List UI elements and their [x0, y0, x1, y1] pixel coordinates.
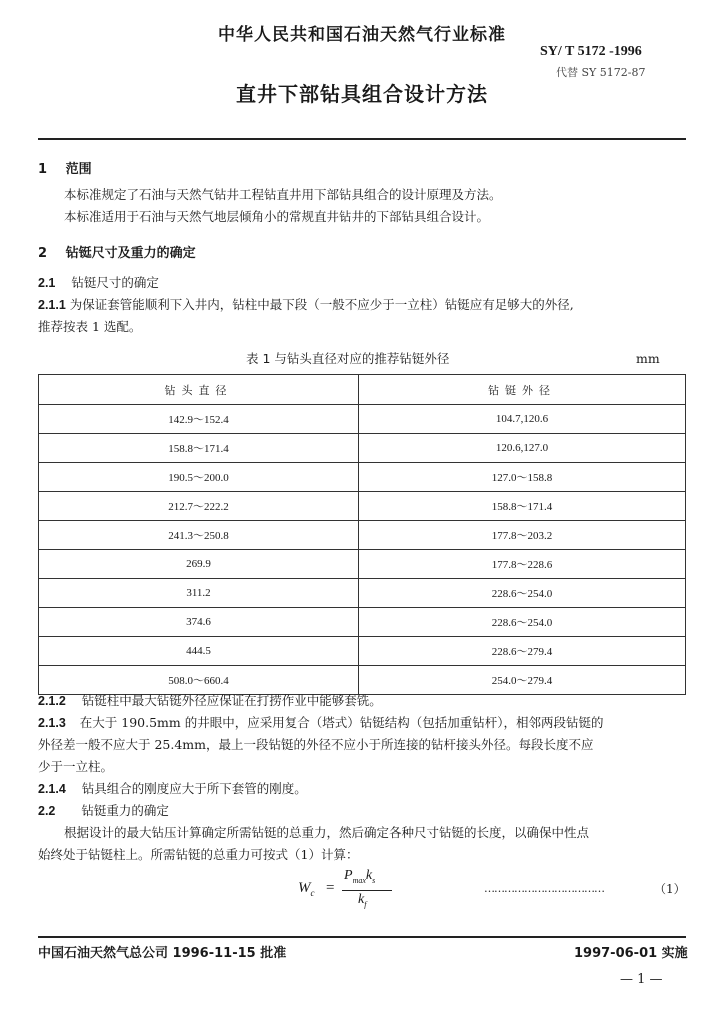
- table-row: [39, 492, 686, 521]
- section-2-1-1-line-1: [38, 294, 574, 316]
- table-row: [39, 434, 686, 463]
- cell-bit: 508.0～660.4: [39, 666, 359, 695]
- cell-bit: 190.5～200.0: [39, 463, 359, 492]
- section-2-1-number: 2.1: [38, 276, 56, 290]
- standard-org-heading: 中华人民共和国石油天然气行业标准: [218, 25, 506, 45]
- section-2-1-3-text: 在大于 190.5mm 的井眼中，应采用复合（塔式）钻铤结构（包括加重钻杆），相邻两段钻铤的: [79, 715, 604, 730]
- cell-collar: 177.8～203.2: [359, 521, 686, 550]
- section-1-para-1: 本标准规定了石油与天然气钻井工程钻直井用下部钻具组合的设计原理及方法。: [64, 187, 502, 202]
- formula-numerator: [344, 868, 375, 885]
- formula-denominator: [358, 892, 366, 909]
- section-1-heading: [38, 158, 92, 177]
- col-header-collar-od: 钻铤外径: [359, 375, 686, 405]
- section-1-para-2: 本标准适用于石油与天然气地层倾角小的常规直井钻井的下部钻具组合设计。: [64, 209, 490, 224]
- formula-den-k: k: [358, 892, 365, 907]
- section-2-1-3-line-3: 少于一立柱。: [38, 759, 114, 774]
- formula-lhs-sub: c: [310, 888, 315, 898]
- section-1-title: 范围: [65, 162, 92, 177]
- cell-collar: 104.7,120.6: [359, 405, 686, 434]
- document-title: 直井下部钻具组合设计方法: [236, 82, 488, 106]
- table-1-unit: mm: [636, 351, 660, 366]
- col-header-bit-diameter: 钻头直径: [39, 375, 359, 405]
- approval-line: 中国石油天然气总公司 1996-11-15 批准: [38, 946, 287, 961]
- cell-collar: 177.8～228.6: [359, 550, 686, 579]
- cell-bit: 311.2: [39, 579, 359, 608]
- section-2-1-4-text: 钻具组合的刚度应大于所下套管的刚度。: [81, 781, 307, 796]
- table-1-caption: 表 1 与钻头直径对应的推荐钻铤外径: [246, 351, 450, 366]
- section-2-1-3-line-1: [38, 712, 604, 734]
- formula-lhs: [298, 880, 315, 898]
- cell-bit: 444.5: [39, 637, 359, 666]
- section-2-2-line-1: 根据设计的最大钻压计算确定所需钻铤的总重力，然后确定各种尺寸钻铤的长度，以确保中性点: [64, 825, 590, 840]
- table-row: [39, 463, 686, 492]
- cell-bit: 374.6: [39, 608, 359, 637]
- cell-bit: 269.9: [39, 550, 359, 579]
- formula-number: （1）: [654, 882, 686, 896]
- section-2-2-heading: [38, 800, 169, 822]
- formula-fraction-bar: [342, 890, 392, 891]
- page-number: — 1 —: [620, 972, 663, 987]
- formula-k: k: [365, 868, 373, 883]
- section-1-number: 1: [38, 162, 48, 177]
- table-row: [39, 521, 686, 550]
- cell-bit: 212.7～222.2: [39, 492, 359, 521]
- section-2-number: 2: [38, 246, 48, 261]
- formula-equals: =: [326, 880, 335, 896]
- table-1: [38, 374, 686, 695]
- section-2-1-3-number: 2.1.3: [38, 716, 66, 730]
- top-divider: [38, 138, 686, 140]
- cell-collar: 228.6～279.4: [359, 637, 686, 666]
- cell-bit: 241.3～250.8: [39, 521, 359, 550]
- cell-collar: 158.8～171.4: [359, 492, 686, 521]
- formula-k-sub: s: [372, 875, 376, 885]
- table-row: [39, 405, 686, 434]
- section-2-2-number: 2.2: [38, 804, 56, 818]
- bottom-divider: [38, 936, 686, 938]
- section-2-2-title: 钻铤重力的确定: [81, 803, 169, 818]
- formula-lhs-symbol: W: [298, 880, 311, 896]
- formula-den-k-sub: f: [364, 899, 367, 909]
- section-2-1-title: 钻铤尺寸的确定: [71, 275, 159, 290]
- cell-collar: 127.0～158.8: [359, 463, 686, 492]
- standard-number: SY/ T 5172 -1996: [540, 44, 642, 59]
- formula-1: [298, 868, 408, 918]
- replaces-standard: 代替 SY 5172-87: [556, 66, 646, 79]
- cell-bit: 142.9～152.4: [39, 405, 359, 434]
- section-2-1-3-line-2: 外径差一般不应大于 25.4mm，最上一段钻铤的外径不应小于所连接的钻杆接头外径。每段长度不应: [38, 737, 594, 752]
- cell-collar: 228.6～254.0: [359, 579, 686, 608]
- section-2-1-2-number: 2.1.2: [38, 694, 66, 708]
- section-2-heading: [38, 242, 196, 261]
- formula-p-sub: max: [352, 875, 366, 885]
- section-2-2-line-2: 始终处于钻铤柱上。所需钻铤的总重力可按式（1）计算：: [38, 847, 359, 862]
- table-row: [39, 550, 686, 579]
- section-2-1-1-number: 2.1.1: [38, 298, 66, 312]
- cell-collar: 254.0～279.4: [359, 666, 686, 695]
- table-row: [39, 579, 686, 608]
- formula-p: P: [344, 868, 353, 883]
- formula-leader-dots: ………………………………: [484, 882, 604, 895]
- cell-collar: 228.6～254.0: [359, 608, 686, 637]
- section-2-1-4: [38, 778, 307, 800]
- table-header-row: [39, 375, 686, 405]
- section-2-1-1-line-2: 推荐按表 1 选配。: [38, 319, 142, 334]
- cell-bit: 158.8～171.4: [39, 434, 359, 463]
- section-2-1-4-number: 2.1.4: [38, 782, 66, 796]
- section-2-title: 钻铤尺寸及重力的确定: [65, 246, 196, 261]
- section-2-1-1-text: 为保证套管能顺利下入井内，钻柱中最下段（一般不应少于一立柱）钻铤应有足够大的外径,: [69, 297, 574, 312]
- cell-collar: 120.6,127.0: [359, 434, 686, 463]
- table-row: [39, 637, 686, 666]
- section-2-1-2-text: 钻铤柱中最大钻铤外径应保证在打捞作业中能够套铣。: [81, 693, 382, 708]
- table-row: [39, 608, 686, 637]
- section-2-1-heading: [38, 272, 159, 294]
- effective-date: 1997-06-01 实施: [574, 946, 688, 961]
- section-2-1-2: [38, 690, 382, 712]
